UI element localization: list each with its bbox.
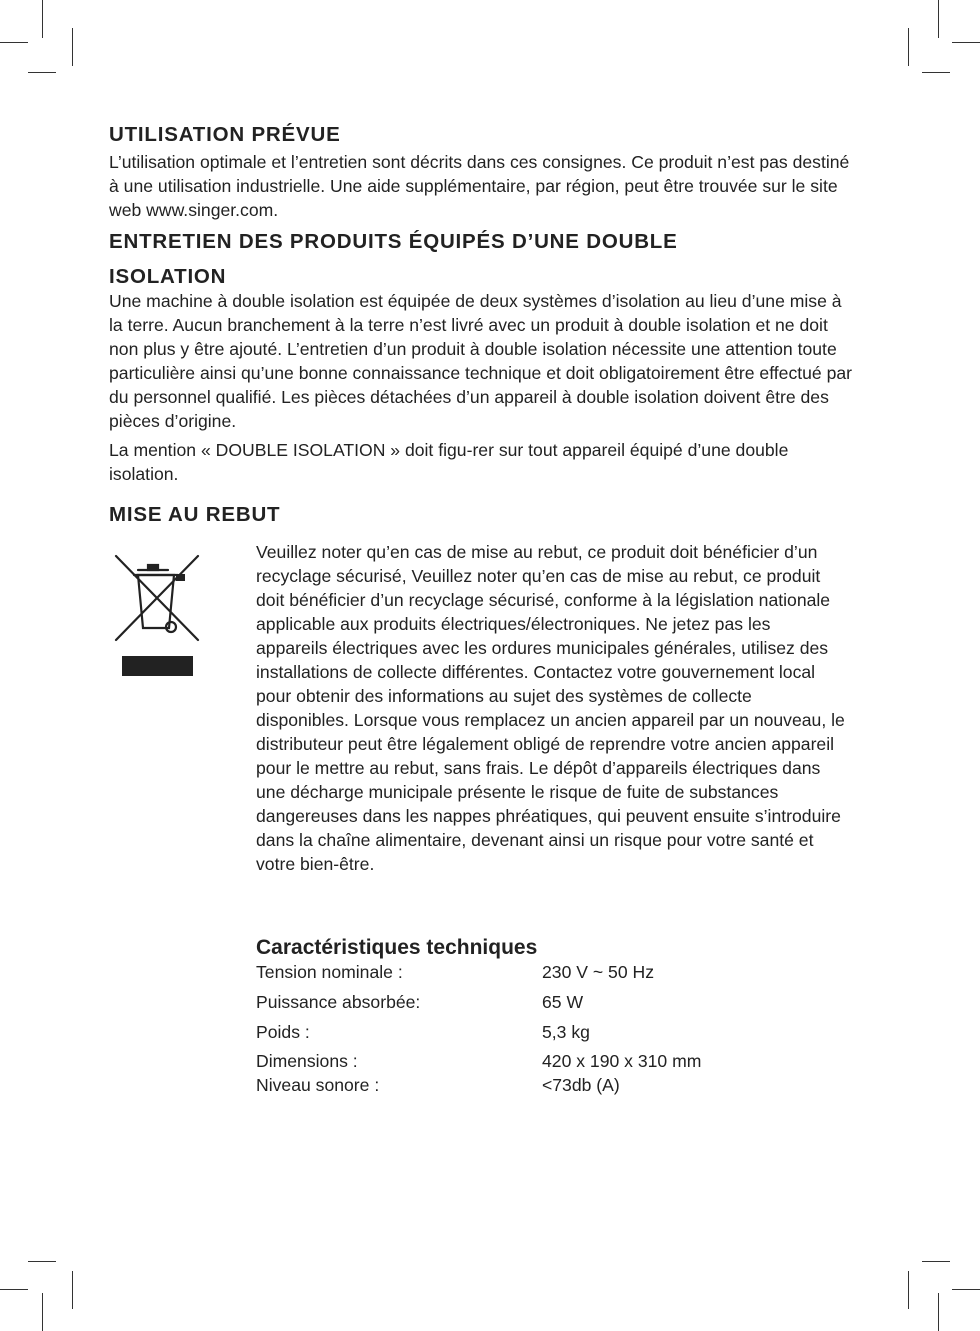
crop-mark xyxy=(42,1293,43,1331)
entretien-heading-line2: ISOLATION xyxy=(109,265,227,288)
spec-row-poids xyxy=(256,1020,816,1044)
spec-label: Niveau sonore : xyxy=(256,1075,380,1095)
crop-mark xyxy=(952,1289,980,1290)
spec-row-puissance xyxy=(256,990,816,1014)
utilisation-heading: UTILISATION PRÉVUE xyxy=(109,123,341,146)
crop-mark xyxy=(908,1271,909,1309)
crop-mark xyxy=(922,1261,950,1262)
crop-mark xyxy=(938,1293,939,1331)
crop-mark xyxy=(28,1261,56,1262)
crop-mark xyxy=(908,28,909,66)
rebut-heading: MISE AU REBUT xyxy=(109,503,281,526)
spec-value: 420 x 190 x 310 mm xyxy=(542,1051,702,1071)
spec-label: Poids : xyxy=(256,1022,310,1042)
spec-row-dimensions xyxy=(256,1049,816,1073)
crop-mark xyxy=(922,72,950,73)
spec-label: Puissance absorbée: xyxy=(256,992,421,1012)
entretien-heading-line1: ENTRETIEN DES PRODUITS ÉQUIPÉS D’UNE DOUBLE xyxy=(109,230,678,253)
spec-value: 230 V ~ 50 Hz xyxy=(542,962,654,982)
spec-row-niveau-sonore xyxy=(256,1073,816,1097)
entretien-body: Une machine à double isolation est équipée de deux systèmes d’isolation au lieu d’une mise à la terre. Aucun branchement à la terre n’est livré avec un produit à double isolation et ne doit non plus y être ajouté. L’entretien d’un produit à double isolation nécessite une attention toute particulière ainsi qu’une bonne connaissance technique et doit obligatoirement être effectué par du personnel qualifié. Les pièces détachées d’un appareil à double isolation doivent être des pièces d’origine. xyxy=(109,291,853,431)
rebut-body: Veuillez noter qu’en cas de mise au rebut, ce produit doit bénéficier d’un recyclage sécurisé, Veuillez noter qu’en cas de mise au rebut, ce produit doit bénéficier d’un recyclage sécurisé, conforme à la législation nationale applicable aux produits électriques/électroniques. Ne jetez pas les appareils électriques avec les ordures municipales générales, utilisez des installations de collecte différentes. Contactez votre gouvernement local pour obtenir des informations au sujet des systèmes de collecte disponibles. Lorsque vous remplacez un ancien appareil par un nouveau, le distributeur peut être légalement obligé de reprendre votre ancien appareil pour le mettre au rebut, sans frais. Le dépôt d’appareils électriques dans une décharge municipale présente le risque de fuite de substances dangereuses dans les nappes phréatiques, qui peuvent ensuite s’introduire dans la chaîne alimentaire, devenant ainsi un risque pour votre santé et votre bien-être. xyxy=(256,542,845,874)
crop-mark xyxy=(72,1271,73,1309)
crop-mark xyxy=(0,42,28,43)
entretien-body-mention: La mention « DOUBLE ISOLATION » doit figu-rer sur tout appareil équipé d’une double isolation. xyxy=(109,440,789,484)
crop-mark xyxy=(0,1289,28,1290)
spec-value: 65 W xyxy=(542,992,584,1012)
spec-row-tension xyxy=(256,960,816,984)
spec-value: 5,3 kg xyxy=(542,1022,590,1042)
utilisation-body: L’utilisation optimale et l’entretien sont décrits dans ces consignes. Ce produit n’est pas destiné à une utilisation industrielle. Une aide supplémentaire, par région, peut être trouvée sur le site web www.singer.com. xyxy=(109,152,850,220)
crop-mark xyxy=(28,72,56,73)
crop-mark xyxy=(72,28,73,66)
spec-value: <73db (A) xyxy=(542,1075,620,1095)
spec-label: Dimensions : xyxy=(256,1051,358,1071)
specs-title: Caractéristiques techniques xyxy=(256,936,538,959)
weee-crossed-bin-icon xyxy=(110,548,202,678)
crop-mark xyxy=(952,42,980,43)
crop-mark xyxy=(42,0,43,38)
crop-mark xyxy=(938,0,939,38)
spec-label: Tension nominale : xyxy=(256,962,403,982)
